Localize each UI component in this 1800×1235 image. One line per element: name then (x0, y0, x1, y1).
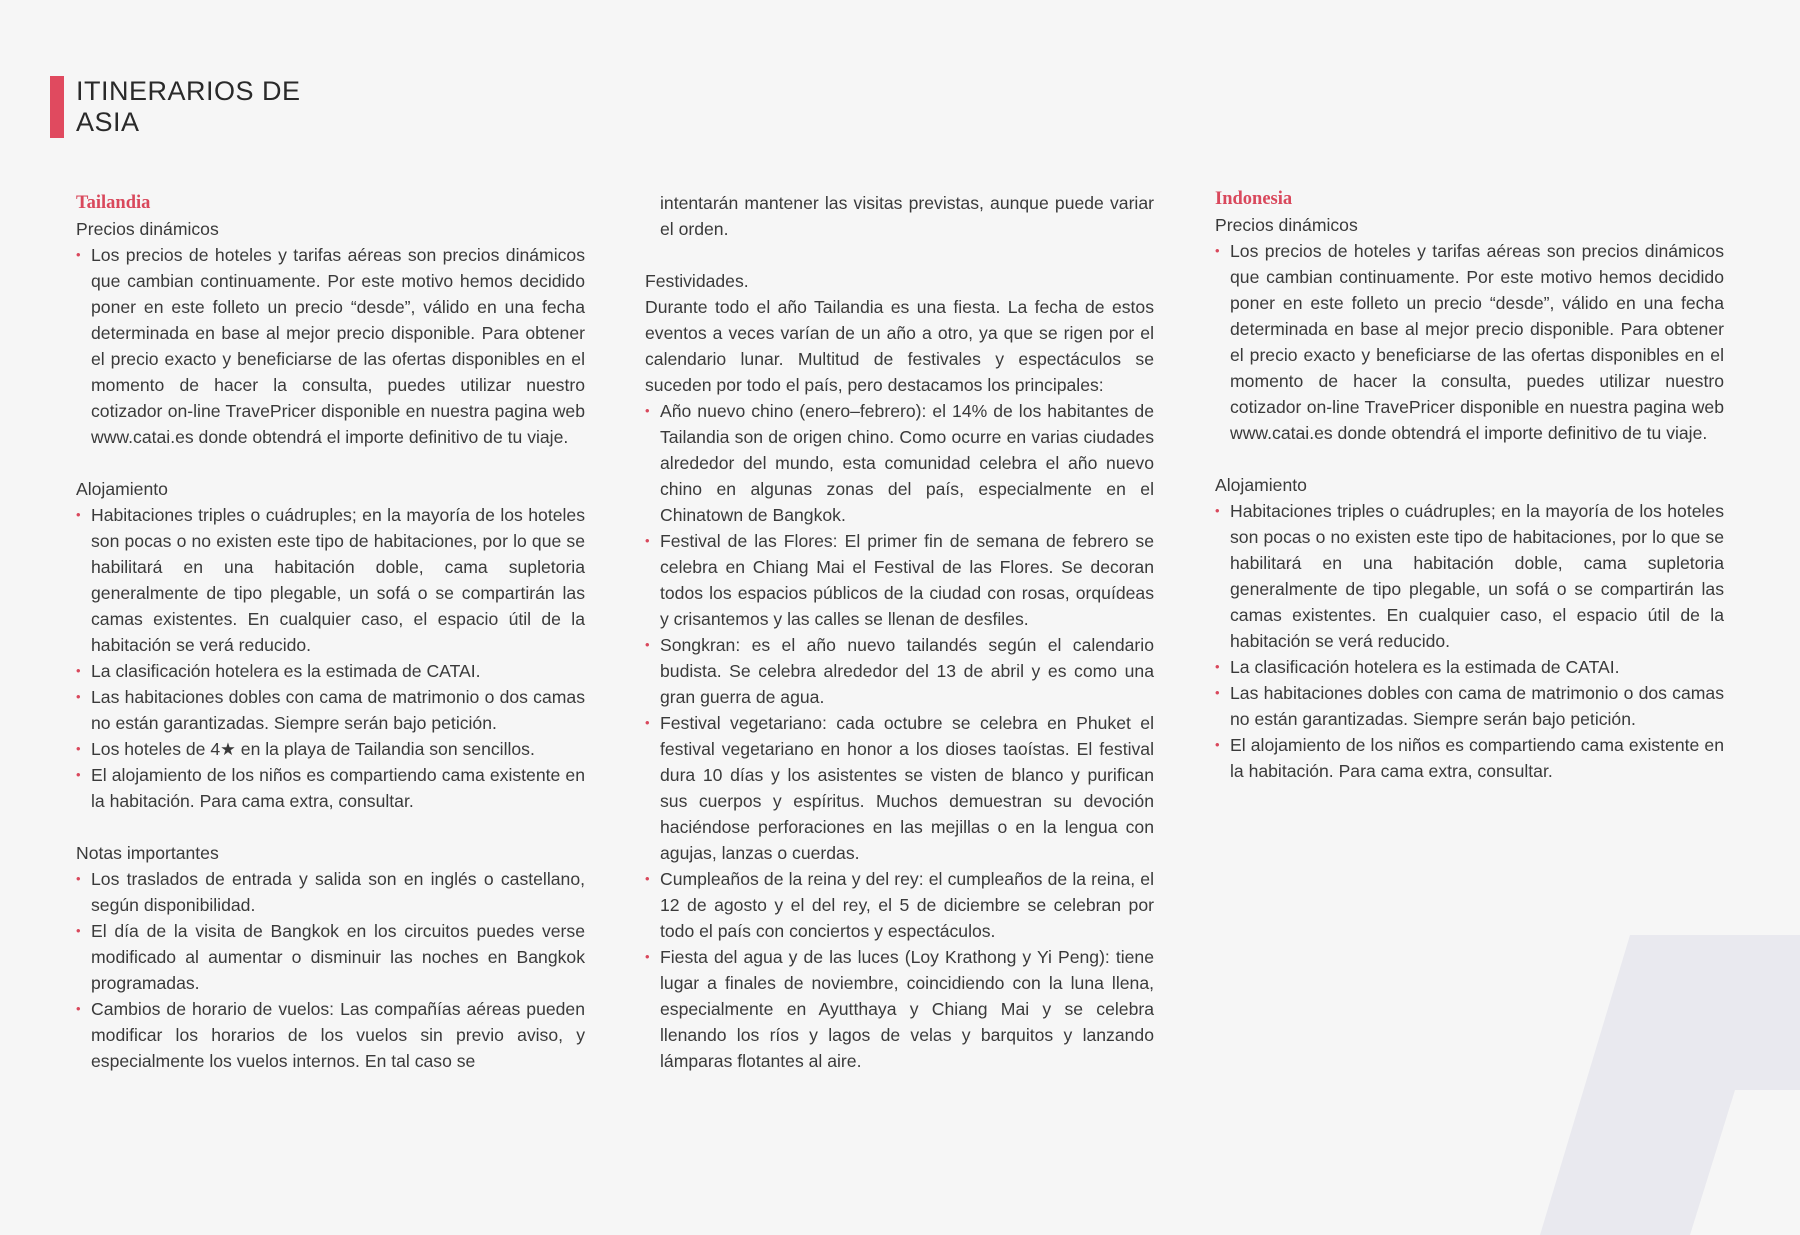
section-title-notas: Notas importantes (76, 843, 219, 863)
notas-continued: intentarán mantener las visitas previstas, aunque puede variar el orden. (660, 193, 1154, 239)
country-heading-tailandia: Tailandia (76, 193, 151, 213)
section-title-festividades: Festividades. (645, 271, 749, 291)
alojamiento-list (76, 502, 585, 814)
country-heading-indonesia: Indonesia (1215, 189, 1293, 209)
list-item: • La clasificación hotelera es la estimada de CATAI. (76, 658, 585, 684)
list-item: • Songkran: es el año nuevo tailandés según el calendario budista. Se celebra alrededor del 13 de abril y es como una gran guerra de agua. (645, 632, 1154, 710)
festividades-list (645, 398, 1154, 1074)
title-line-1: ITINERARIOS DE (76, 76, 301, 106)
column-3 (1215, 186, 1724, 784)
column-1 (76, 190, 585, 1074)
list-item: • Festival vegetariano: cada octubre se celebra en Phuket el festival vegetariano en honor a los dioses taoístas. El festival dura 10 días y los asistentes se visten de blanco y purifican sus cuerpos y espíritus. Muchos demuestran su devoción haciéndose perforaciones en las mejillas o en la lengua con agujas, lanzas o cuerdas. (645, 710, 1154, 866)
list-item: • La clasificación hotelera es la estimada de CATAI. (1215, 654, 1724, 680)
list-item: • El alojamiento de los niños es compartiendo cama existente en la habitación. Para cama extra, consultar. (1215, 732, 1724, 784)
page-title (76, 76, 301, 138)
list-item: • Las habitaciones dobles con cama de matrimonio o dos camas no están garantizadas. Siempre serán bajo petición. (1215, 680, 1724, 732)
precios-list (1215, 238, 1724, 446)
list-item: • Los traslados de entrada y salida son en inglés o castellano, según disponibilidad. (76, 866, 585, 918)
notas-list (76, 866, 585, 1074)
decorative-shape (1540, 935, 1800, 1235)
list-item: • Las habitaciones dobles con cama de matrimonio o dos camas no están garantizadas. Siempre serán bajo petición. (76, 684, 585, 736)
page-header (50, 76, 301, 138)
precios-list (76, 242, 585, 450)
column-2 (645, 190, 1154, 1074)
list-item: • El alojamiento de los niños es compartiendo cama existente en la habitación. Para cama extra, consultar. (76, 762, 585, 814)
section-title-precios: Precios dinámicos (1215, 215, 1358, 235)
list-item: • Los precios de hoteles y tarifas aéreas son precios dinámicos que cambian continuamente. Por este motivo hemos decidido poner en este folleto un precio “desde”, válido en una fecha determinada en base al mejor precio disponible. Para obtener el precio exacto y beneficiarse de las ofertas disponibles en el momento de hacer la consulta, puedes utilizar nuestro cotizador on-line TravePricer disponible en nuestra pagina web www.catai.es donde obtendrá el importe definitivo de tu viaje. (76, 242, 585, 450)
title-line-2: ASIA (76, 107, 140, 137)
list-item: • Año nuevo chino (enero–febrero): el 14% de los habitantes de Tailandia son de origen chino. Como ocurre en varias ciudades alrededor del mundo, esta comunidad celebra el año nuevo chino en algunas zonas del país, especialmente en el Chinatown de Bangkok. (645, 398, 1154, 528)
alojamiento-list (1215, 498, 1724, 784)
list-item: • Habitaciones triples o cuádruples; en la mayoría de los hoteles son pocas o no existen este tipo de habitaciones, por lo que se habilitará en una habitación doble, cama supletoria generalmente de tipo plegable, un sofá o se compartirán las camas existentes. En cualquier caso, el espacio útil de la habitación se verá reducido. (76, 502, 585, 658)
list-item: • Los precios de hoteles y tarifas aéreas son precios dinámicos que cambian continuamente. Por este motivo hemos decidido poner en este folleto un precio “desde”, válido en una fecha determinada en base al mejor precio disponible. Para obtener el precio exacto y beneficiarse de las ofertas disponibles en el momento de hacer la consulta, puedes utilizar nuestro cotizador on-line TravePricer disponible en nuestra pagina web www.catai.es donde obtendrá el importe definitivo de tu viaje. (1215, 238, 1724, 446)
accent-bar (50, 76, 64, 138)
list-item: • Habitaciones triples o cuádruples; en la mayoría de los hoteles son pocas o no existen este tipo de habitaciones, por lo que se habilitará en una habitación doble, cama supletoria generalmente de tipo plegable, un sofá o se compartirán las camas existentes. En cualquier caso, el espacio útil de la habitación se verá reducido. (1215, 498, 1724, 654)
section-title-alojamiento: Alojamiento (76, 479, 168, 499)
list-item: • Fiesta del agua y de las luces (Loy Krathong y Yi Peng): tiene lugar a finales de noviembre, coincidiendo con la luna llena, especialmente en Ayutthaya y Chiang Mai y se celebra llenando los ríos y lagos de velas y barquitos y lanzando lámparas flotantes al aire. (645, 944, 1154, 1074)
list-item: • El día de la visita de Bangkok en los circuitos puedes verse modificado al aumentar o disminuir las noches en Bangkok programadas. (76, 918, 585, 996)
list-item: • Cambios de horario de vuelos: Las compañías aéreas pueden modificar los horarios de los vuelos sin previo aviso, y especialmente los vuelos internos. En tal caso se (76, 996, 585, 1074)
list-item: • Cumpleaños de la reina y del rey: el cumpleaños de la reina, el 12 de agosto y el del rey, el 5 de diciembre se celebran por todo el país con conciertos y espectáculos. (645, 866, 1154, 944)
list-item: • Festival de las Flores: El primer fin de semana de febrero se celebra en Chiang Mai el Festival de las Flores. Se decoran todos los espacios públicos de la ciudad con rosas, orquídeas y crisantemos y las calles se llenan de desfiles. (645, 528, 1154, 632)
section-title-precios: Precios dinámicos (76, 219, 219, 239)
festividades-intro: Durante todo el año Tailandia es una fiesta. La fecha de estos eventos a veces varían de un año a otro, ya que se rigen por el calendario lunar. Multitud de festivales y espectáculos se suceden por todo el país, pero destacamos los principales: (645, 297, 1154, 395)
list-item: • Los hoteles de 4★ en la playa de Tailandia son sencillos. (76, 736, 585, 762)
section-title-alojamiento: Alojamiento (1215, 475, 1307, 495)
